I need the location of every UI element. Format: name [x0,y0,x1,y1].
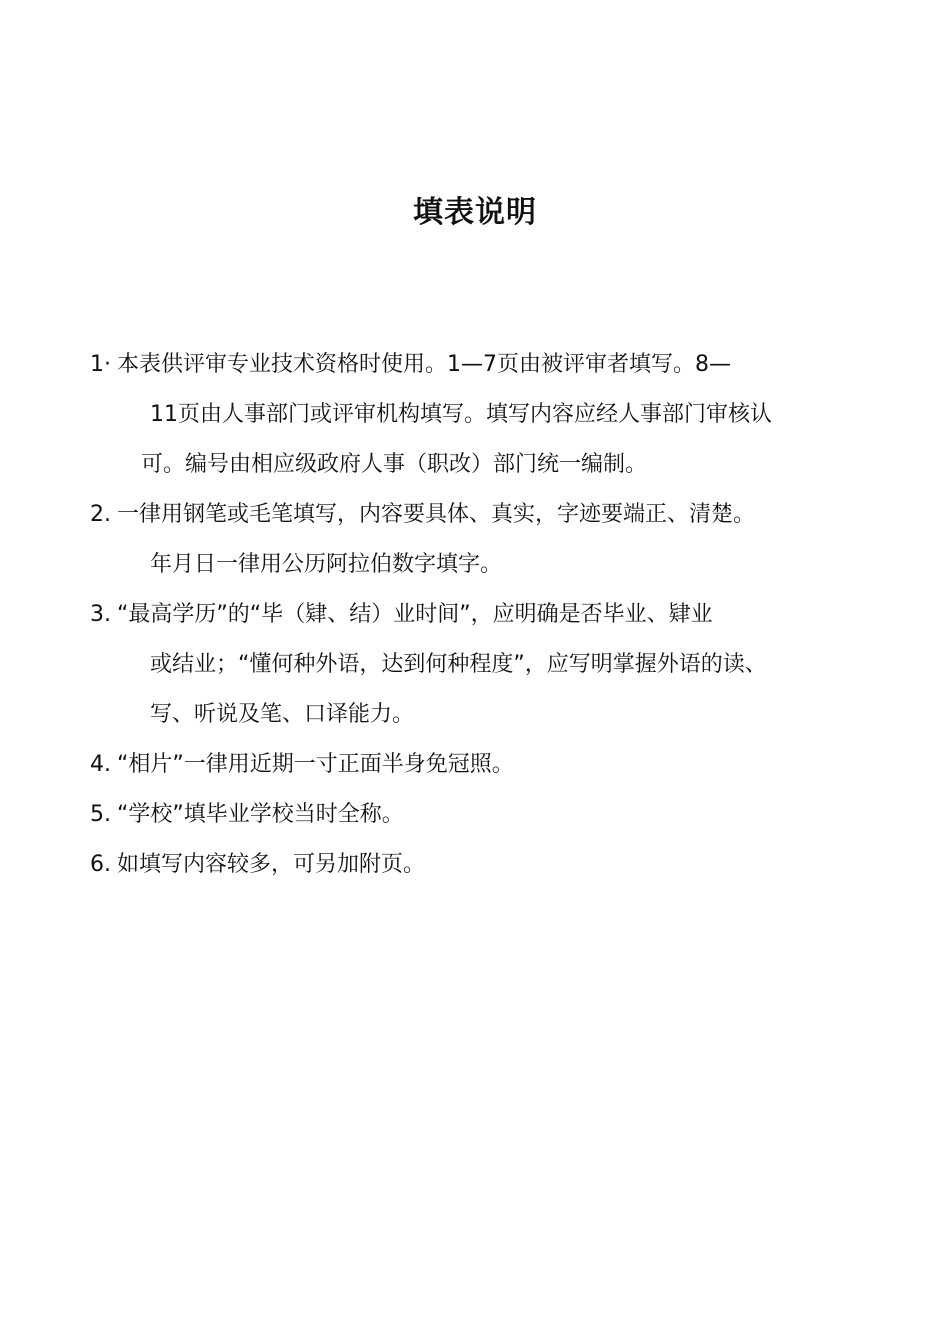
item-number: 5. [90,802,111,827]
item-text: 或结业；“懂何种外语，达到何种程度”，应写明掌握外语的读、 [150,652,767,677]
instruction-line [0,340,950,390]
instruction-item-5 [0,790,950,840]
instruction-line [0,540,950,590]
instruction-line [0,490,950,540]
item-text: 如填写内容较多，可另加附页。 [117,852,426,877]
instruction-line [0,640,950,690]
instruction-line [0,740,950,790]
instruction-line [0,690,950,740]
item-text: 写、听说及笔、口译能力。 [150,702,415,727]
item-text: 11页由人事部门或评审机构填写。填写内容应经人事部门审核认 [150,402,772,427]
instruction-line [0,440,950,490]
instruction-item-2 [0,490,950,590]
item-number: 6. [90,852,111,877]
item-number: 2. [90,502,111,527]
item-text: 年月日一律用公历阿拉伯数字填字。 [150,552,503,577]
item-text: 一律用钢笔或毛笔填写，内容要具体、真实，字迹要端正、清楚。 [117,502,756,527]
instruction-line [0,790,950,840]
item-number: 3. [90,602,111,627]
item-text: 可。编号由相应级政府人事（职改）部门统一编制。 [141,452,648,477]
item-number: 1· [90,352,111,377]
item-text: “学校”填毕业学校当时全称。 [117,802,404,827]
instruction-item-4 [0,740,950,790]
item-text: “相片”一律用近期一寸正面半身免冠照。 [117,752,514,777]
instruction-line [0,840,950,890]
item-text: “最高学历”的“毕（肄、结）业时间”，应明确是否毕业、肄业 [117,602,713,627]
instruction-line [0,390,950,440]
instruction-line [0,590,950,640]
instruction-item-6 [0,840,950,890]
page-title: 填表说明 [413,195,537,230]
item-text: 本表供评审专业技术资格时使用。1—7页由被评审者填写。8— [117,352,731,377]
instruction-item-1 [0,340,950,490]
item-number: 4. [90,752,111,777]
instruction-item-3 [0,590,950,740]
instruction-list [0,340,950,890]
